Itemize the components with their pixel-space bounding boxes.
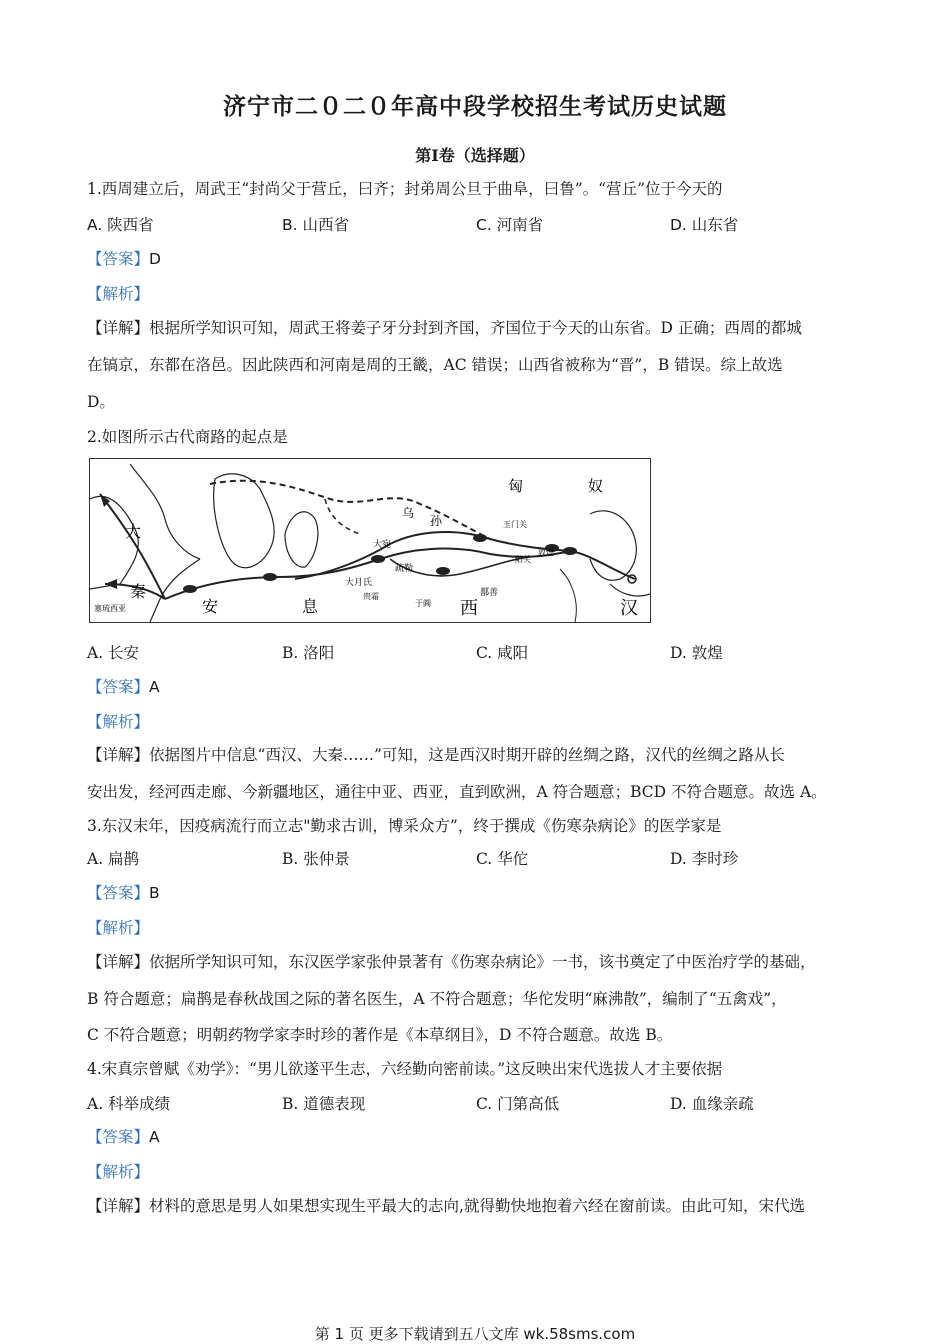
q1-answer xyxy=(87,247,161,269)
answer-label: 【答案】 xyxy=(87,884,150,902)
label-xiguan: 塞琉西亚 xyxy=(94,604,126,613)
answer-value: A xyxy=(149,678,160,696)
q4-option-b: B. 道德表现 xyxy=(282,1095,366,1113)
q2-detail-line-2: 安出发，经河西走廊、今新疆地区，通往中亚、西亚，直到欧洲，A 符合题意；BCD 不符合题意。故选 A。 xyxy=(87,783,827,801)
silk-road-map xyxy=(89,458,651,623)
detail-text: 依据所学知识可知，东汉医学家张仲景著有《伤寒杂病论》一书，该书奠定了中医治疗学的基础， xyxy=(149,953,816,971)
q2-detail-line-1 xyxy=(87,743,785,765)
q1-analysis-label: 【解析】 xyxy=(87,285,150,303)
label-yutian: 于阗 xyxy=(415,599,431,608)
answer-value: B xyxy=(149,884,160,902)
q3-analysis-label: 【解析】 xyxy=(87,919,150,937)
q1-detail-line-3: D。 xyxy=(87,393,115,411)
detail-label: 【详解】 xyxy=(87,1197,150,1215)
page-title: 济宁市二０二０年高中段学校招生考试历史试题 xyxy=(223,93,727,120)
q1-option-c: C. 河南省 xyxy=(476,216,544,234)
answer-label: 【答案】 xyxy=(87,678,150,696)
answer-value: A xyxy=(149,1128,160,1146)
label-dayuezhi: 大月氏 xyxy=(345,578,373,588)
label-qin: 秦 xyxy=(130,582,147,601)
label-wusun-1: 乌 xyxy=(402,506,415,520)
q4-analysis-label: 【解析】 xyxy=(87,1163,150,1181)
q2-option-d: D. 敦煌 xyxy=(670,644,723,662)
q1-option-b: B. 山西省 xyxy=(282,216,349,234)
label-guishuang: 贵霜 xyxy=(363,592,379,601)
q4-answer xyxy=(87,1125,160,1147)
label-dunhuang: 敦煌 xyxy=(538,548,554,557)
label-yumenguan: 玉门关 xyxy=(503,520,527,529)
label-yangguan: 阳关 xyxy=(515,555,531,564)
label-dawan: 大宛 xyxy=(373,540,392,550)
q2-analysis-label: 【解析】 xyxy=(87,713,150,731)
section-title: 第Ⅰ卷（选择题） xyxy=(415,146,535,165)
q3-option-a: A. 扁鹊 xyxy=(87,850,140,868)
question-4-stem: 4.宋真宗曾赋《劝学》：“男儿欲遂平生志，六经勤向密前读。”这反映出宋代选拔人才主要依据 xyxy=(87,1060,723,1078)
q4-option-a: A. 科举成绩 xyxy=(87,1095,171,1113)
detail-label: 【详解】 xyxy=(87,953,150,971)
q2-answer xyxy=(87,675,160,697)
q1-detail-line-1 xyxy=(87,316,802,338)
q1-option-d: D. 山东省 xyxy=(670,216,739,234)
q2-option-b: B. 洛阳 xyxy=(282,644,335,662)
q3-answer xyxy=(87,881,160,903)
label-xi: 息 xyxy=(302,597,319,616)
answer-label: 【答案】 xyxy=(87,1128,150,1146)
detail-text: 依据图片中信息“西汉、大秦……”可知，这是西汉时期开辟的丝绸之路，汉代的丝绸之路从长 xyxy=(149,746,785,764)
label-an: 安 xyxy=(202,597,219,616)
q3-option-c: C. 华佗 xyxy=(476,850,529,868)
q1-option-a: A. 陕西省 xyxy=(87,216,154,234)
label-da: 大 xyxy=(125,522,142,541)
silk-road-map-drawing xyxy=(90,459,650,622)
q3-option-d: D. 李时珍 xyxy=(670,850,739,868)
detail-text: 材料的意思是男人如果想实现生平最大的志向,就得勤快地抱着六经在窗前读。由此可知，宋代选 xyxy=(149,1197,805,1215)
q4-option-d: D. 血缘亲疏 xyxy=(670,1095,754,1113)
detail-label: 【详解】 xyxy=(87,746,150,764)
label-wusun-2: 孙 xyxy=(430,514,443,528)
question-2-stem: 2.如图所示古代商路的起点是 xyxy=(87,428,288,446)
q3-detail-line-1 xyxy=(87,950,816,972)
question-1-stem: 1.西周建立后，周武王“封尚父于营丘，曰齐；封弟周公旦于曲阜，曰鲁”。“营丘”位于今天的 xyxy=(87,180,723,198)
q3-detail-line-2: B 符合题意；扁鹊是春秋战国之际的著名医生，A 不符合题意；华佗发明“麻沸散”，编制了“五禽戏”， xyxy=(87,990,787,1008)
question-3-stem: 3.东汉末年，因疫病流行而立志"勤求古训，博采众方”，终于撰成《伤寒杂病论》的医学家是 xyxy=(87,817,722,835)
q2-option-a: A. 长安 xyxy=(87,644,140,662)
label-xiongnu-1: 匈 xyxy=(508,477,524,495)
label-shanshan: 鄯善 xyxy=(480,588,499,598)
answer-value: D xyxy=(149,250,161,268)
label-xi-2: 西 xyxy=(460,598,478,619)
label-han: 汉 xyxy=(620,598,638,619)
q4-option-c: C. 门第高低 xyxy=(476,1095,560,1113)
answer-label: 【答案】 xyxy=(87,250,150,268)
detail-label: 【详解】 xyxy=(87,319,150,337)
page-footer: 第 1 页 更多下载请到五八文库 wk.58sms.com xyxy=(314,1325,636,1343)
q3-detail-line-3: C 不符合题意；明朝药物学家李时珍的著作是《本草纲目》，D 不符合题意。故选 B。 xyxy=(87,1026,673,1044)
q4-detail-line-1 xyxy=(87,1194,805,1216)
q2-option-c: C. 咸阳 xyxy=(476,644,529,662)
label-shule: 疏勒 xyxy=(395,564,414,574)
q1-detail-line-2: 在镐京，东都在洛邑。因此陕西和河南是周的王畿，AC 错误；山西省被称为“晋”，B 错误。综上故选 xyxy=(87,356,783,374)
detail-text: 根据所学知识可知，周武王将姜子牙分封到齐国，齐国位于今天的山东省。D 正确；西周的都城 xyxy=(149,319,802,337)
label-xiongnu-2: 奴 xyxy=(588,477,604,495)
q3-option-b: B. 张仲景 xyxy=(282,850,350,868)
